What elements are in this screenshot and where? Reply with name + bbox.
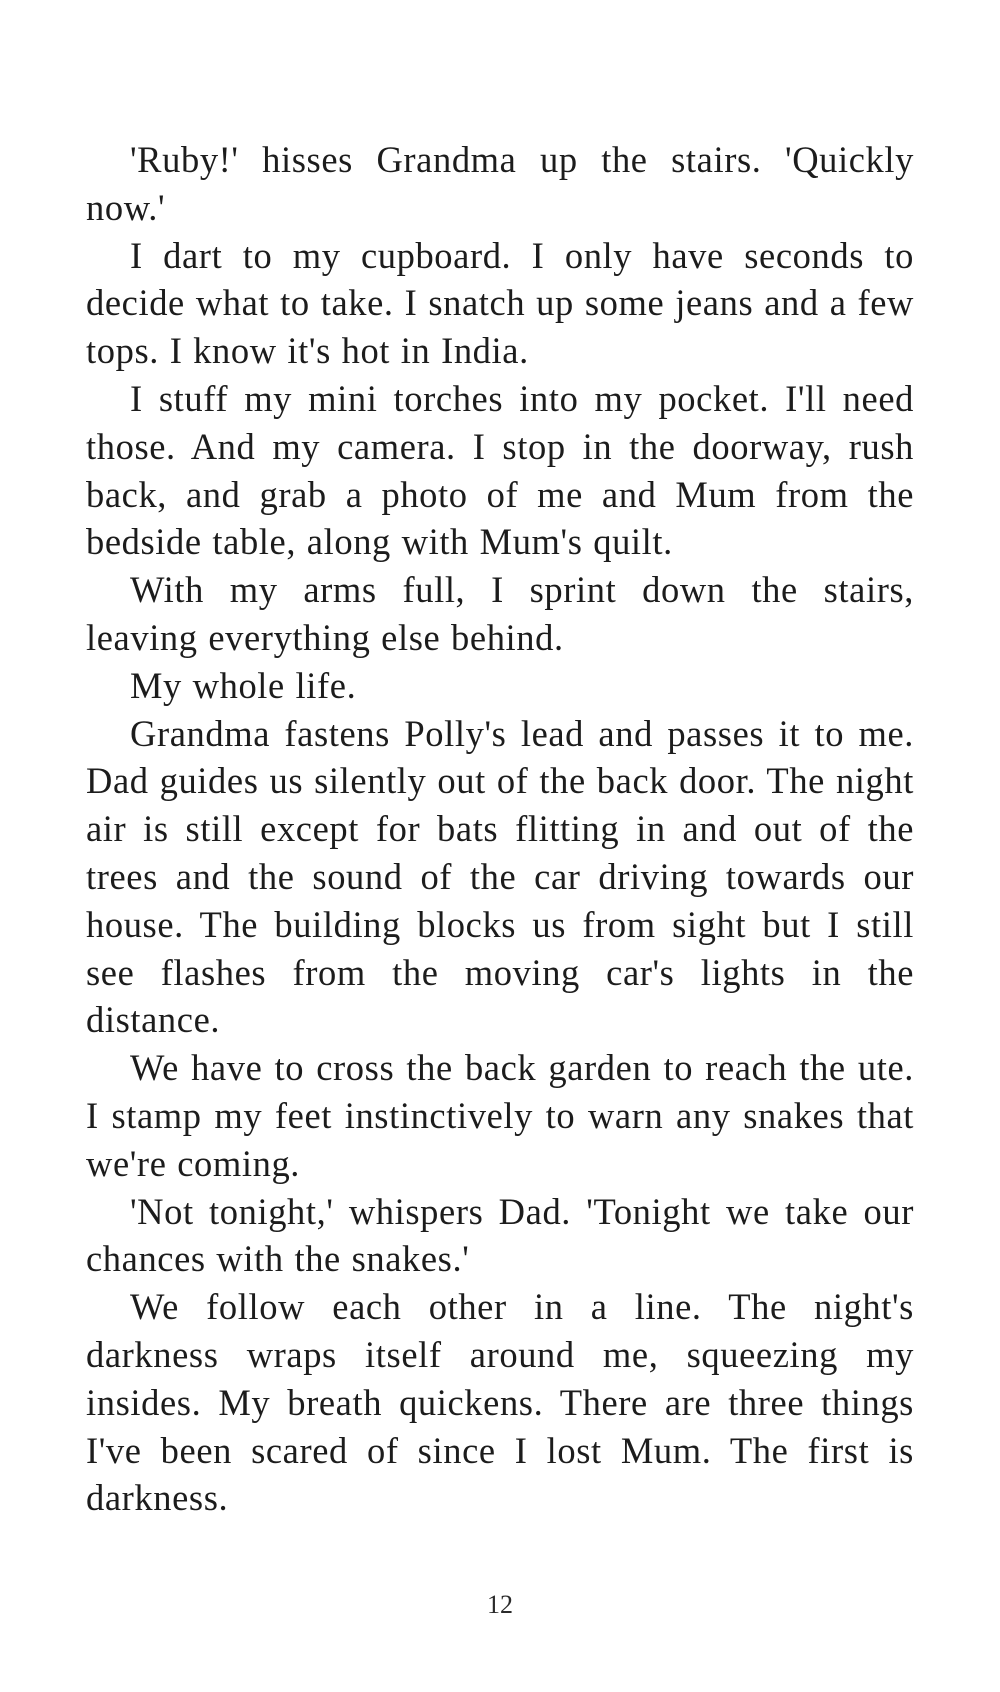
paragraph: We have to cross the back garden to reach the ute. I stamp my feet instinctively to warn any snakes that we're coming. xyxy=(86,1047,914,1184)
paragraph: 'Ruby!' hisses Grandma up the stairs. 'Quickly now.' xyxy=(86,139,914,228)
paragraph: 'Not tonight,' whispers Dad. 'Tonight we take our chances with the snakes.' xyxy=(86,1190,914,1280)
body-text xyxy=(86,136,914,1522)
paragraph: I dart to my cupboard. I only have seconds to decide what to take. I snatch up some jeans and a few tops. I know it's hot in India. xyxy=(86,234,914,372)
paragraph: Grandma fastens Polly's lead and passes it to me. Dad guides us silently out of the back door. The night air is still except for bats flitting in and out of the trees and the sound of the car driving towards our house. The building blocks us from sight but I still see flashes from the moving car's lights in the distance. xyxy=(86,712,914,1041)
page-number: 12 xyxy=(487,1590,513,1619)
paragraph: We follow each other in a line. The night's darkness wraps itself around me, squeezing my insides. My breath quickens. There are three things I've been scared of since I lost Mum. The first is darkness. xyxy=(86,1286,914,1519)
paragraph: I stuff my mini torches into my pocket. I'll need those. And my camera. I stop in the doorway, rush back, and grab a photo of me and Mum from the bedside table, along with Mum's quilt. xyxy=(86,377,914,563)
paragraph: My whole life. xyxy=(130,664,357,706)
paragraph: With my arms full, I sprint down the stairs, leaving everything else behind. xyxy=(86,569,914,658)
